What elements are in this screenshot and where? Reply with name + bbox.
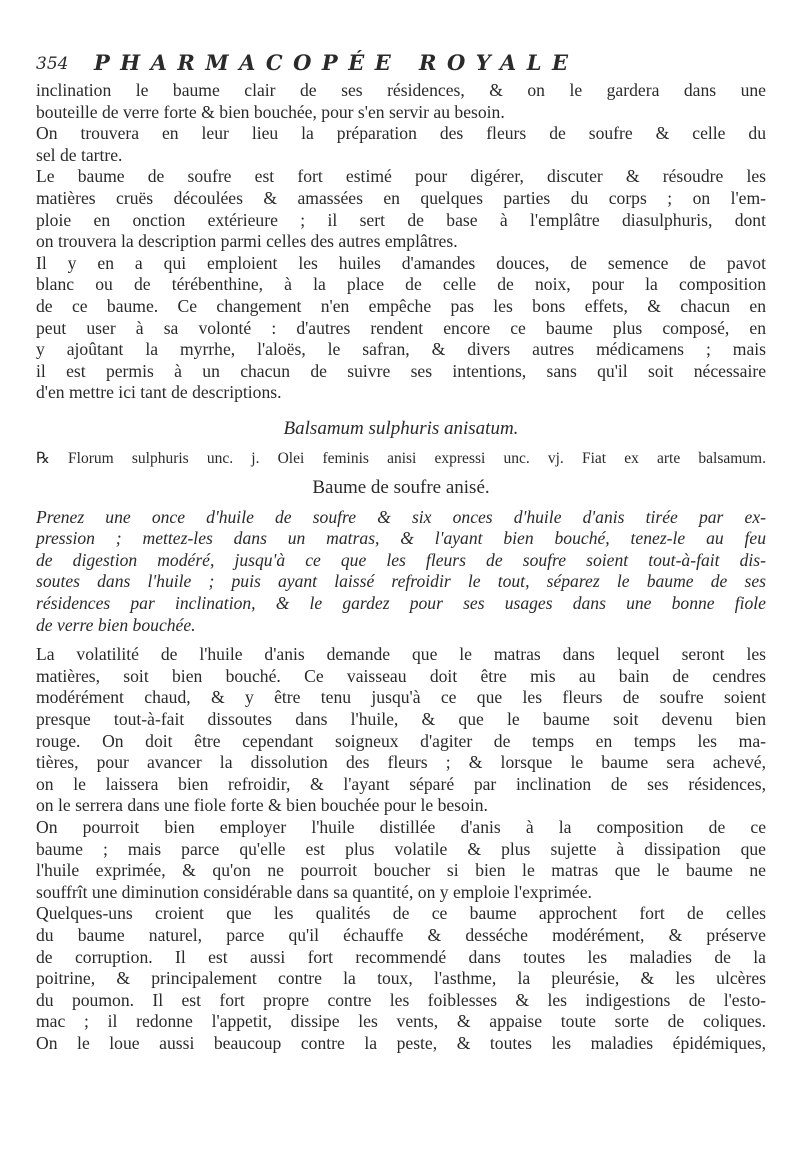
recipe-formula: ℞ Florum sulphuris unc. j. Olei feminis anisi expressi unc. vj. Fiat ex arte balsamum.	[36, 449, 766, 467]
text-line: mac ; il redonne l'appetit, dissipe les vents, & appaise toute sorte de coliques.	[36, 1011, 766, 1032]
text-line: matières cruës découlées & amassées en quelques parties du corps ; on l'em-	[36, 187, 766, 208]
text-line: matières, soit bien bouché. Ce vaisseau doit être mis au bain de cendres	[36, 665, 766, 686]
text-line: On le loue aussi beaucoup contre la peste, & toutes les maladies épidémiques,	[36, 1032, 766, 1053]
paragraph	[36, 80, 766, 123]
text-line: On trouvera en leur lieu la préparation des fleurs de soufre & celle du	[36, 123, 766, 144]
text-line: souffrît une diminution considérable dans sa quantité, on y emploie l'exprimée.	[36, 881, 592, 902]
text-line: d'en mettre ici tant de descriptions.	[36, 382, 282, 403]
paragraph	[36, 253, 766, 404]
paragraph	[36, 644, 766, 817]
text-line: La volatilité de l'huile d'anis demande que le matras dans lequel seront les	[36, 644, 766, 665]
text-line: du poumon. Il est fort propre contre les foiblesses & les indigestions de l'esto-	[36, 989, 766, 1010]
text-line: l'huile exprimée, & qu'on ne pourroit boucher si bien le matras que le baume ne	[36, 860, 766, 881]
text-line: Il y en a qui emploient les huiles d'amandes douces, de semence de pavot	[36, 252, 766, 273]
text-line: Quelques-uns croient que les qualités de ce baume approchent fort de celles	[36, 903, 766, 924]
text-line: sel de tartre.	[36, 144, 123, 165]
text-line: blanc ou de térébenthine, à la place de celle de noix, pour la composition	[36, 274, 766, 295]
text-line: de ce baume. Ce changement n'en empêche pas les bons effets, & chacun en	[36, 295, 766, 316]
paragraph	[36, 903, 766, 1054]
text-line: inclination le baume clair de ses résidences, & on le gardera dans une	[36, 80, 766, 100]
text-line: poitrine, & principalement contre la toux, l'asthme, la pleurésie, & les ulcères	[36, 968, 766, 989]
text-line: y ajoûtant la myrrhe, l'aloës, le safran, & divers autres médicamens ; mais	[36, 339, 766, 360]
text-line: on le laissera bien refroidir, & l'ayant séparé par inclination de ses résidences,	[36, 773, 766, 794]
text-line: de corruption. Il est aussi fort recommendé dans toutes les maladies de la	[36, 946, 766, 967]
text-line: on le serrera dans une fiole forte & bien bouchée pour le besoin.	[36, 795, 488, 816]
paragraph	[36, 817, 766, 903]
text-line: soutes dans l'huile ; puis ayant laissé refroidir le tout, séparez le baume de ses	[36, 571, 766, 592]
text-line: Le baume de soufre est fort estimé pour digérer, discuter & résoudre les	[36, 166, 766, 187]
text-line: Prenez une once d'huile de soufre & six onces d'huile d'anis tirée par ex-	[36, 506, 766, 527]
text-line: on trouvera la description parmi celles des autres emplâtres.	[36, 231, 458, 252]
text-line: baume ; mais parce qu'elle est plus volatile & plus sujette à dissipation que	[36, 838, 766, 859]
text-line: résidences par inclination, & le gardez pour ses usages dans une bonne fiole	[36, 593, 766, 614]
text-line: ploie en onction extérieure ; il sert de base à l'emplâtre diasulphuris, dont	[36, 209, 766, 230]
paragraph	[36, 166, 766, 252]
paragraph	[36, 123, 766, 166]
recipe-title: Balsamum sulphuris anisatum.	[283, 417, 519, 439]
text-line: presque tout-à-fait dissoutes dans l'huile, & que le baume soit devenu bien	[36, 709, 766, 730]
recipe-subtitle: Baume de soufre anisé.	[312, 477, 490, 499]
page-header	[36, 50, 764, 80]
page-number: 354	[36, 54, 69, 74]
text-line: tières, pour avancer la dissolution des fleurs ; & lorsque le baume sera achevé,	[36, 752, 766, 773]
text-line: il est permis à un chacun de suivre ses intentions, sans qu'il soit nécessaire	[36, 360, 766, 381]
text-line: de digestion modéré, jusqu'à ce que les fleurs de soufre soient tout-à-fait dis-	[36, 549, 766, 570]
page-body	[36, 80, 766, 1055]
text-line: bouteille de verre forte & bien bouchée, pour s'en servir au besoin.	[36, 101, 505, 122]
text-line: de verre bien bouchée.	[36, 614, 196, 635]
text-line: peut user à sa volonté : d'autres rendent encore ce baume plus composé, en	[36, 317, 766, 338]
text-line: du baume naturel, parce qu'il échauffe & desséche modérément, & préserve	[36, 924, 766, 945]
text-line: rouge. On doit être cependant soigneux d'agiter de temps en temps les ma-	[36, 730, 766, 751]
text-line: On pourroit bien employer l'huile distillée d'anis à la composition de ce	[36, 817, 766, 837]
recipe-instructions	[36, 507, 766, 637]
running-title: PHARMACOPÉE ROYALE	[94, 50, 579, 75]
text-line: modérément chaud, & y être tenu jusqu'à ce que les fleurs de soufre soient	[36, 687, 766, 708]
text-line: pression ; mettez-les dans un matras, & l'ayant bien bouché, tenez-le au feu	[36, 528, 766, 549]
